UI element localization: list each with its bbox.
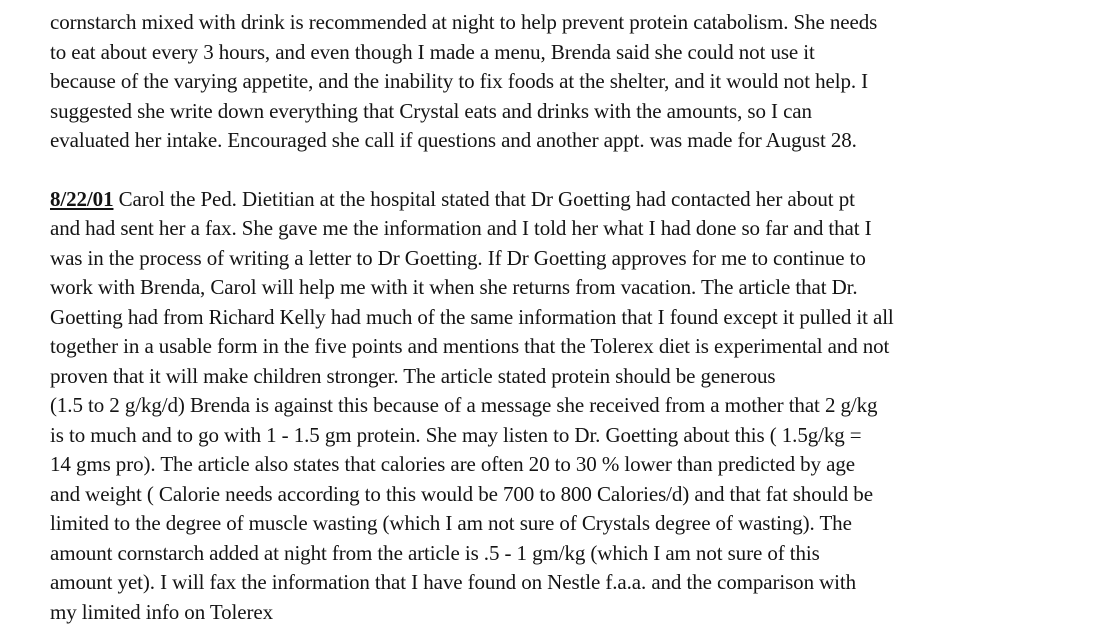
text-line: and weight ( Calorie needs according to this would be 700 to 800 Calories/d) and that fat should be xyxy=(50,480,1100,510)
text-line: my limited info on Tolerex xyxy=(50,598,1100,627)
text-line: and had sent her a fax. She gave me the information and I told her what I had done so far and that I xyxy=(50,214,1100,244)
text-line: (1.5 to 2 g/kg/d) Brenda is against this because of a message she received from a mother that 2 g/kg xyxy=(50,391,1100,421)
paragraph-nutrition-plan xyxy=(50,8,1100,156)
paragraph-spacer xyxy=(50,156,1100,185)
text-line: together in a usable form in the five points and mentions that the Tolerex diet is experimental and not xyxy=(50,332,1100,362)
text-line xyxy=(50,185,1100,215)
document-page xyxy=(50,8,1100,627)
text-line: 14 gms pro). The article also states that calories are often 20 to 30 % lower than predicted by age xyxy=(50,450,1100,480)
text-line: evaluated her intake. Encouraged she call if questions and another appt. was made for August 28. xyxy=(50,126,1100,156)
text-line: amount yet). I will fax the information that I have found on Nestle f.a.a. and the comparison with xyxy=(50,568,1100,598)
text-line: cornstarch mixed with drink is recommended at night to help prevent protein catabolism. She needs xyxy=(50,8,1100,38)
text-line: work with Brenda, Carol will help me with it when she returns from vacation. The article that Dr. xyxy=(50,273,1100,303)
entry-date: 8/22/01 xyxy=(50,187,113,211)
text-line: amount cornstarch added at night from the article is .5 - 1 gm/kg (which I am not sure of this xyxy=(50,539,1100,569)
text-line: is to much and to go with 1 - 1.5 gm protein. She may listen to Dr. Goetting about this ( 1.5g/kg = xyxy=(50,421,1100,451)
text-line: limited to the degree of muscle wasting (which I am not sure of Crystals degree of wasting). The xyxy=(50,509,1100,539)
text-line: was in the process of writing a letter to Dr Goetting. If Dr Goetting approves for me to continue to xyxy=(50,244,1100,274)
text-line: suggested she write down everything that Crystal eats and drinks with the amounts, so I can xyxy=(50,97,1100,127)
paragraph-dated-entry xyxy=(50,185,1100,627)
text-line: proven that it will make children stronger. The article stated protein should be generous xyxy=(50,362,1100,392)
text-line: because of the varying appetite, and the inability to fix foods at the shelter, and it would not help. I xyxy=(50,67,1100,97)
text-line: Goetting had from Richard Kelly had much of the same information that I found except it pulled it all xyxy=(50,303,1100,333)
text-line: to eat about every 3 hours, and even though I made a menu, Brenda said she could not use it xyxy=(50,38,1100,68)
entry-first-line-text: Carol the Ped. Dietitian at the hospital stated that Dr Goetting had contacted her about pt xyxy=(113,187,854,211)
